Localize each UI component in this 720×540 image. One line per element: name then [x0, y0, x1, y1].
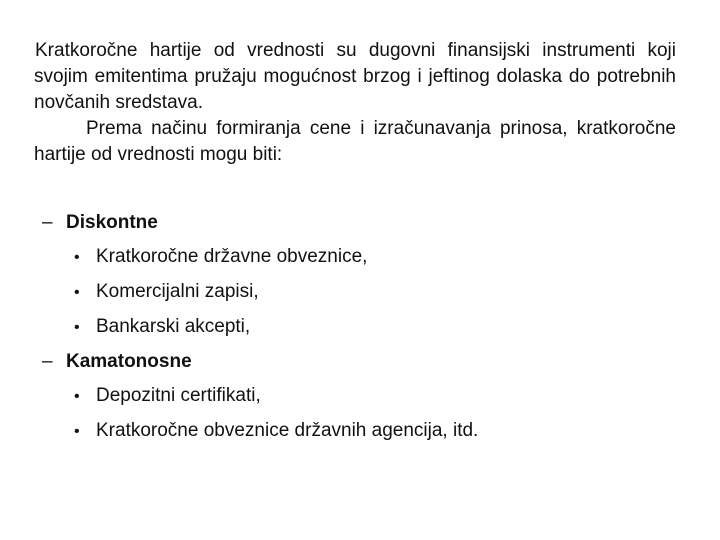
- list-item: [42, 310, 682, 345]
- bullet-marker: •: [74, 423, 80, 440]
- category-interest-bearing: [42, 345, 682, 379]
- list-item-text: Kratkoročne obveznice državnih agencija, itd.: [96, 420, 479, 441]
- dash-marker: –: [42, 212, 53, 233]
- bullet-marker: •: [74, 249, 80, 266]
- dash-marker: –: [42, 351, 53, 372]
- list-item-text: Depozitni certifikati,: [96, 385, 261, 406]
- bullet-marker: •: [74, 388, 80, 405]
- list-item: [42, 240, 682, 275]
- intro-paragraph-definition: Kratkoročne hartije od vrednosti su dugovni finansijski instrumenti koji svojim emitentima pružaju mogućnost brzog i jeftinog dolaska do potrebnih novčanih sredstava.: [34, 40, 676, 113]
- list-item-text: Kratkoročne državne obveznice,: [96, 246, 368, 267]
- instrument-types-list: [42, 206, 682, 449]
- list-item: [42, 275, 682, 310]
- list-item: [42, 379, 682, 414]
- category-label: Kamatonosne: [66, 351, 192, 372]
- bullet-marker: •: [74, 319, 80, 336]
- list-item-text: Bankarski akcepti,: [96, 316, 251, 337]
- category-label: Diskontne: [66, 212, 158, 233]
- category-discount: [42, 206, 682, 240]
- intro-text: [34, 38, 676, 168]
- bullet-marker: •: [74, 284, 80, 301]
- intro-paragraph-classification: Prema načinu formiranja cene i izračunavanja prinosa, kratkoročne hartije od vrednosti mogu biti:: [34, 118, 676, 165]
- list-item-text: Komercijalni zapisi,: [96, 281, 259, 302]
- list-item: [42, 414, 682, 449]
